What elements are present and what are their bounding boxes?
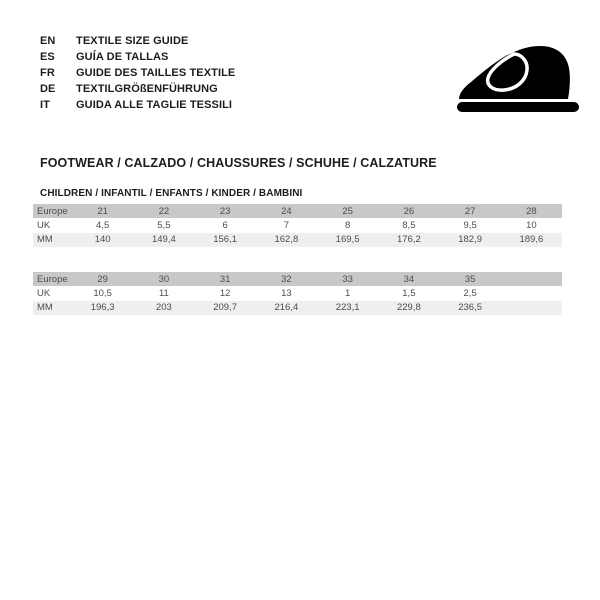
size-cell: 1,5 [402,287,416,299]
size-cell: 7 [283,219,290,231]
size-cell: 182,9 [458,234,483,246]
size-cell: 6 [222,219,228,231]
size-cell: 23 [219,205,231,217]
size-cell: 11 [158,287,169,299]
size-cell: 2,5 [463,287,477,299]
size-cell: 176,2 [396,234,421,246]
language-label: TEXTILE SIZE GUIDE [76,35,189,47]
size-cell: 223,1 [335,302,360,314]
size-cell: 28 [526,205,537,217]
language-row-en [40,33,235,49]
size-cell: 189,6 [519,234,544,246]
size-cell: 10,5 [93,287,112,299]
size-cell: 12 [219,287,231,299]
row-label: Europe [37,205,68,217]
size-cell: 203 [155,302,172,314]
size-cell: 32 [281,273,292,285]
section-title: FOOTWEAR / CALZADO / CHAUSSURES / SCHUHE / CALZATURE [40,156,437,170]
children-shoe-icon [456,42,580,112]
language-code: IT [40,99,50,111]
row-label: UK [37,219,51,231]
size-cell: 4,5 [96,219,110,231]
size-cell: 33 [342,273,353,285]
size-cell: 9,5 [463,219,477,231]
size-cell: 156,1 [213,234,238,246]
size-cell: 8 [344,219,351,231]
language-code: EN [40,35,56,47]
table-row-uk [33,218,562,232]
size-cell [501,272,562,286]
row-label: Europe [37,273,68,285]
size-cell: 13 [281,287,292,299]
size-cell: 229,8 [396,302,421,314]
size-cell: 27 [464,205,476,217]
children-size-table-1 [33,204,562,247]
children-size-table-2 [33,272,562,315]
row-label: MM [37,302,53,314]
size-cell [501,301,562,315]
language-label: GUÍA DE TALLAS [76,51,169,63]
table-row-uk [33,286,562,300]
language-label: GUIDE DES TAILLES TEXTILE [76,67,236,79]
size-cell: 216,4 [274,302,299,314]
language-code: DE [40,83,56,95]
table-row-mm [33,233,562,247]
size-cell: 26 [403,205,415,217]
table-row-europe [33,272,562,286]
size-cell: 21 [97,205,108,217]
table-row-mm [33,301,562,315]
size-cell: 31 [219,273,231,285]
language-code: FR [40,67,55,79]
language-code: ES [40,51,55,63]
size-cell [501,286,562,300]
language-row-it [40,97,235,113]
language-row-es [40,49,235,65]
size-cell: 162,8 [274,234,299,246]
size-cell: 236,5 [458,302,483,314]
size-cell: 8,5 [402,219,416,231]
size-cell: 34 [403,273,415,285]
language-row-de [40,81,235,97]
size-cell: 169,5 [335,234,360,246]
size-cell: 140 [94,234,111,246]
section-subtitle: CHILDREN / INFANTIL / ENFANTS / KINDER / BAMBINI [40,188,303,199]
size-cell: 35 [464,273,476,285]
language-row-fr [40,65,235,81]
size-cell: 10 [526,219,537,231]
size-cell: 30 [158,273,170,285]
language-label: TEXTILGRÖßENFÜHRUNG [76,83,218,95]
size-cell: 29 [97,273,108,285]
size-cell: 22 [158,205,170,217]
size-cell: 24 [281,205,292,217]
language-list [40,33,235,113]
row-label: UK [37,287,51,299]
size-cell: 1 [344,287,351,299]
size-cell: 25 [342,205,353,217]
language-label: GUIDA ALLE TAGLIE TESSILI [76,99,233,111]
row-label: MM [37,234,53,246]
size-cell: 196,3 [90,302,115,314]
table-row-europe [33,204,562,218]
size-cell: 5,5 [157,219,171,231]
size-cell: 209,7 [213,302,238,314]
size-cell: 149,4 [151,234,176,246]
